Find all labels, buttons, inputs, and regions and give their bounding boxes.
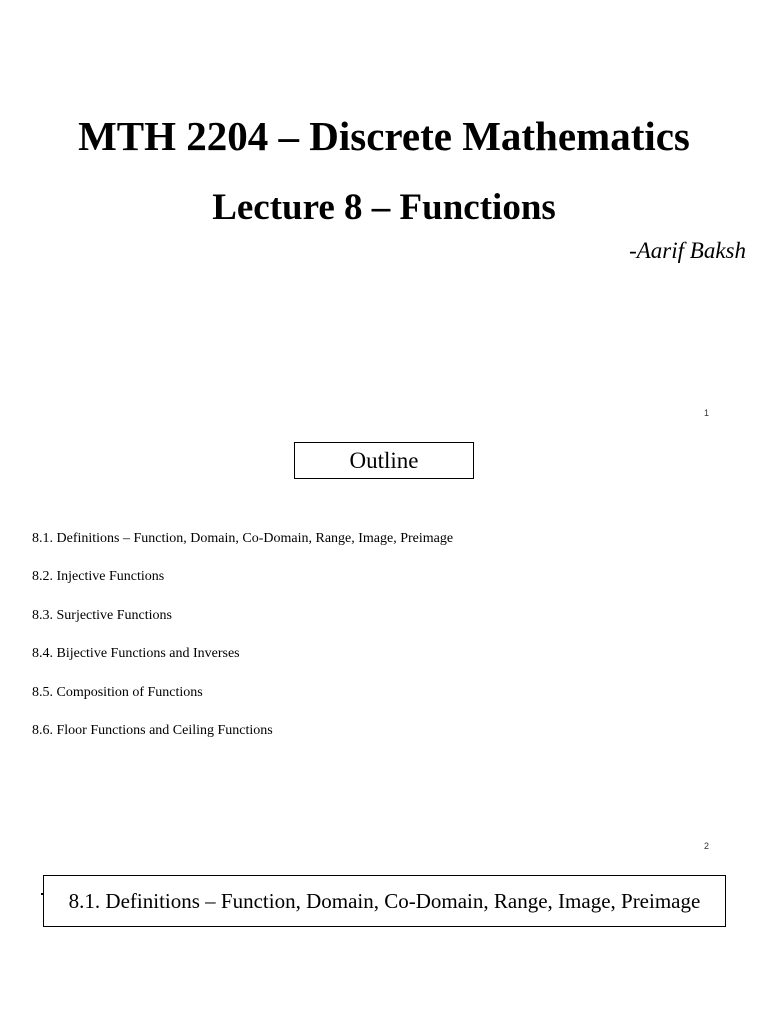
lecture-title: Lecture 8 – Functions bbox=[212, 187, 556, 228]
outline-item: 8.5. Composition of Functions bbox=[32, 684, 203, 700]
author-name: -Aarif Baksh bbox=[629, 238, 746, 263]
section-heading: 8.1. Definitions – Function, Domain, Co-Domain, Range, Image, Preimage bbox=[43, 875, 726, 927]
outline-item: 8.1. Definitions – Function, Domain, Co-Domain, Range, Image, Preimage bbox=[32, 531, 454, 546]
outline-item: 8.3. Surjective Functions bbox=[32, 607, 172, 623]
outline-item: 8.4. Bijective Functions and Inverses bbox=[32, 646, 240, 662]
page-number-2: 2 bbox=[704, 841, 710, 851]
course-title: MTH 2204 – Discrete Mathematics bbox=[78, 113, 690, 159]
outline-item: 8.2. Injective Functions bbox=[32, 569, 165, 585]
outline-list bbox=[32, 529, 453, 759]
outline-item: 8.6. Floor Functions and Ceiling Functions bbox=[32, 722, 273, 738]
outline-heading: Outline bbox=[294, 442, 474, 479]
page-number-1: 1 bbox=[704, 408, 710, 418]
